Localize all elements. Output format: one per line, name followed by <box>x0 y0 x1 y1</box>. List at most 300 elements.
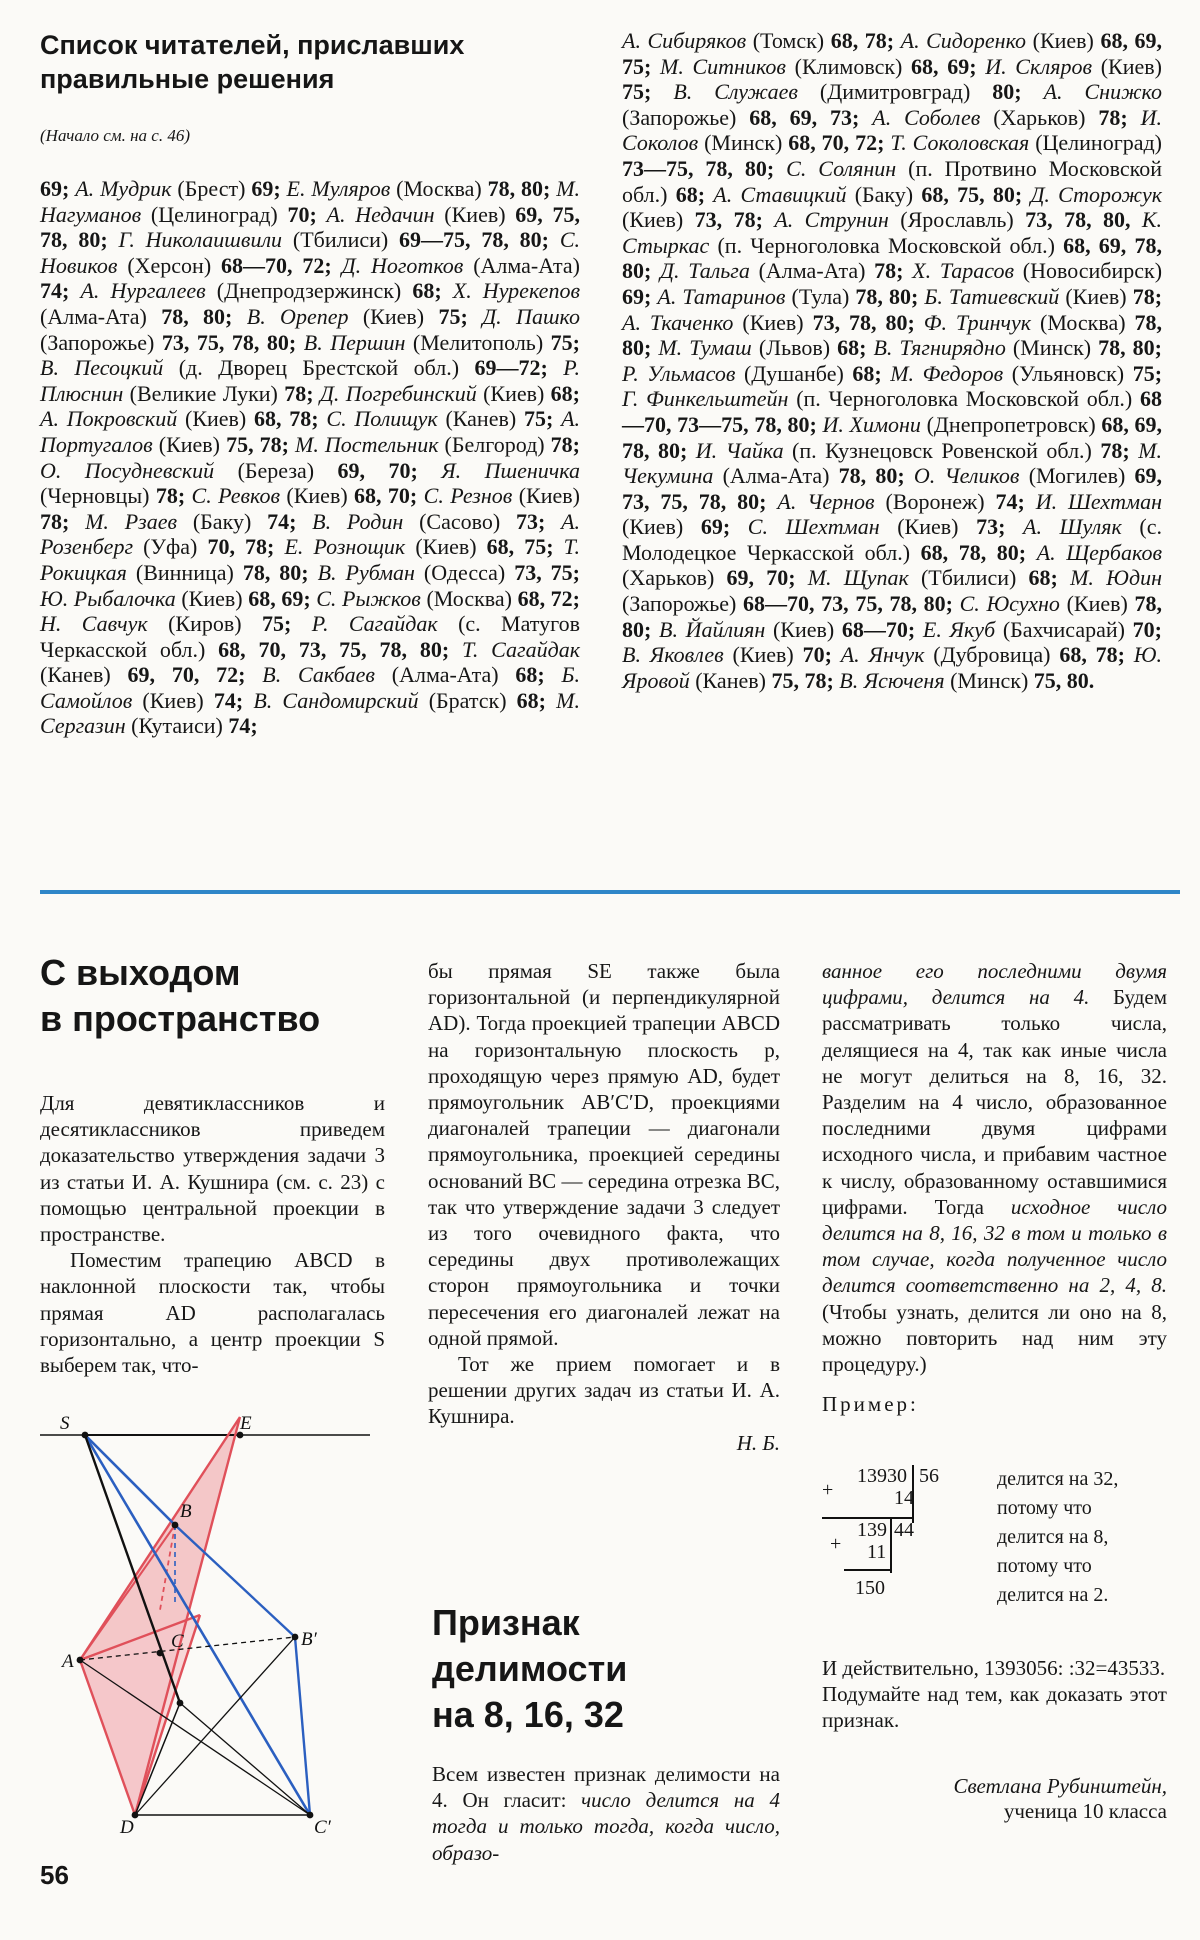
reader-problems: 78; <box>155 483 192 509</box>
reader-problems: 78, 80; <box>855 283 925 309</box>
reader-problems: 78, 80; <box>487 176 557 201</box>
reader-name: М. Тумаш <box>658 335 752 361</box>
reader-problems: 78; <box>874 258 913 284</box>
reader-city: (Киев) <box>152 431 227 457</box>
reader-city: (Уфа) <box>133 534 208 560</box>
calc-note: делится на 8, <box>997 1526 1109 1548</box>
reader-city: (Алма-Ата) <box>749 258 875 284</box>
reader-problems: 78, 80; <box>838 463 914 489</box>
reader-city: (Тбилиси) <box>282 227 400 253</box>
page-number: 56 <box>40 1860 69 1890</box>
reader-name: Б. Татиевский <box>924 283 1060 309</box>
reader-name: В. Орепер <box>246 303 349 329</box>
div-title <box>432 1600 772 1738</box>
reader-name: Х. Нурекепов <box>452 278 580 304</box>
reader-city: (Киев) <box>280 483 355 509</box>
reader-name: О. Посудневский <box>40 457 215 483</box>
reader-name: М. Щупак <box>807 565 909 591</box>
reader-problems: 73, 75; <box>514 559 581 585</box>
reader-city: (Климовск) <box>785 53 912 79</box>
reader-problems: 75; <box>261 611 312 637</box>
space-paragraph-4: Тот же прием помогает и в решении других задач из статьи И. А. Кушнира. <box>428 1352 780 1429</box>
reader-problems: 68, 78; <box>254 406 327 432</box>
reader-name: Е. Якуб <box>922 616 996 642</box>
reader-city: (п. Черноголовка Московской обл.) <box>788 386 1140 412</box>
reader-city: (Москва) <box>420 585 518 611</box>
reader-name: А. Сибиряков <box>622 28 747 53</box>
reader-city: (Киев) <box>723 642 803 668</box>
reader-problems: 75; <box>622 79 674 105</box>
reader-city: (Минск) <box>1005 335 1099 361</box>
reader-name: С. Солянин <box>786 155 897 181</box>
reader-name: Т. Соколовская <box>890 130 1030 156</box>
reader-name: Д. Тальга <box>660 258 750 284</box>
reader-problems: 68; <box>675 181 714 207</box>
space-title-line1: С выходом <box>40 952 241 993</box>
reader-problems: 68, 70; <box>354 483 424 509</box>
reader-city: (Мелитополь) <box>405 329 551 355</box>
reader-problems: 70, 78; <box>207 534 285 560</box>
space-text-col1 <box>40 1090 385 1378</box>
reader-city: (Москва) <box>390 176 488 201</box>
reader-city: (Киев) <box>476 380 551 406</box>
reader-name: А. Недачин <box>326 201 435 227</box>
reader-problems: 70; <box>1132 616 1162 642</box>
reader-problems: 80; <box>992 79 1044 105</box>
reader-city: (д. Дворец Брестской обл.) <box>163 355 475 381</box>
author-name: Светлана Рубинштейн, <box>953 1773 1167 1798</box>
example-calculation <box>822 1465 1172 1625</box>
space-text-col2 <box>428 958 780 1456</box>
label-Cprime: C′ <box>314 1817 331 1835</box>
reader-problems: 74; <box>228 713 258 739</box>
reader-name: Х. Тарасов <box>912 258 1015 284</box>
reader-city: (Киев) <box>1059 591 1135 617</box>
reader-city: (Днепропетровск) <box>920 411 1102 437</box>
reader-problems: 73; <box>515 508 562 534</box>
reader-name: Е. Рознощик <box>284 534 406 560</box>
reader-name: В. Служаев <box>673 79 798 105</box>
reader-problems: 69—75, 78, 80; <box>399 227 560 253</box>
label-C: C <box>171 1631 184 1652</box>
readers-title: Список читателей, приславших правильные решения <box>40 30 465 94</box>
reader-problems: 69; <box>251 176 287 201</box>
reader-name: М. Ситников <box>660 53 786 79</box>
reader-problems: 78; <box>1100 437 1139 463</box>
reader-city: (Киев) <box>512 483 580 509</box>
reader-problems: 69—72; <box>474 355 564 381</box>
reader-problems: 73, 75, 78, 80; <box>161 329 304 355</box>
reader-problems: 68; <box>852 360 891 386</box>
label-D: D <box>120 1817 134 1835</box>
calc-plus-1: + <box>822 1479 834 1501</box>
calc-notes <box>997 1465 1172 1610</box>
reader-name: Г. Николаишвили <box>118 227 283 253</box>
reader-city: (Днепродзержинск) <box>205 278 413 304</box>
reader-name: С. Рыжков <box>316 585 421 611</box>
reader-name: И. Химони <box>822 411 921 437</box>
reader-city: (Киев) <box>1092 53 1162 79</box>
div-rule-4: число делится на 4 тогда и только тогда, когда число, образо- <box>432 1788 780 1865</box>
reader-name: Е. Муляров <box>286 176 391 201</box>
reader-city: (Запорожье) <box>622 591 744 617</box>
reader-city: (Алма-Ата) <box>713 463 839 489</box>
reader-city: (Новосибирск) <box>1014 258 1163 284</box>
reader-city: (Баку) <box>177 508 268 534</box>
reader-problems: 73, 78, 80, <box>1025 207 1142 233</box>
reader-city: (Черновцы) <box>40 483 156 509</box>
reader-problems: 69, 75, 78, 80; <box>40 201 581 253</box>
reader-name: В. Родин <box>312 508 404 534</box>
reader-name: А. Ткаченко <box>622 309 734 335</box>
reader-name: М. Нагуманов <box>40 176 581 227</box>
reader-city: (Запорожье) <box>40 329 162 355</box>
reader-name: А. Ставицкий <box>713 181 847 207</box>
reader-city: (Минск) <box>944 667 1034 693</box>
reader-problems: 68; <box>516 687 557 713</box>
reader-city: (Могилев) <box>1019 463 1135 489</box>
reader-name: Д. Пашко <box>482 303 580 329</box>
reader-name: Г. Финкельштейн <box>622 386 789 412</box>
div-task: Подумайте над тем, как доказать этот признак. <box>822 1682 1167 1733</box>
reader-name: И. Соколов <box>622 104 1162 156</box>
reader-city: (Воронеж) <box>874 488 996 514</box>
reader-name: В. Сакбаев <box>262 662 375 688</box>
reader-name: К. Стыркас <box>622 207 1163 258</box>
reader-problems: 74; <box>267 508 313 534</box>
reader-problems: 75, 78; <box>226 431 296 457</box>
readers-note: (Начало см. на с. 46) <box>40 126 190 145</box>
reader-name: Д. Погребинский <box>319 380 477 406</box>
div-rule-4-end: ванное его последними двумя цифрами, делится на 4. <box>822 959 1167 1010</box>
reader-problems: 78; <box>1132 283 1163 309</box>
reader-name: В. Сандомирский <box>253 687 419 713</box>
reader-city: (Киев) <box>1026 28 1101 53</box>
reader-city: (Киев) <box>879 514 977 540</box>
reader-city: (Канев) <box>689 667 772 693</box>
reader-city: (Киев) <box>733 309 813 335</box>
calc-note: потому что <box>997 1555 1092 1577</box>
reader-name: Т. Рокицкая <box>40 534 581 585</box>
reader-name: Н. Савчук <box>40 611 148 637</box>
reader-city: (Киев) <box>405 534 487 560</box>
calc-add-2: 11 <box>867 1541 887 1563</box>
reader-problems: 68—70, 72; <box>221 252 342 278</box>
reader-city: (Целиноград) <box>1029 130 1162 156</box>
div-method: Будем рассматривать только числа, делящиеся на 4, так как иные числа не могут делиться на 8, 16, 32. Разделим на 4 число, образованное последними двумя цифрами исходного числа, и прибавим частное к числу, образованному оставшимися цифрами. Тогда <box>822 985 1168 1219</box>
space-paragraph-2: Поместим трапецию ABCD в наклонной плоскости так, чтобы прямая AD располагалась горизонтально, а центр проекции S выберем так, что- <box>40 1248 385 1378</box>
reader-name: М. Сергазин <box>40 687 580 739</box>
reader-name: А. Покровский <box>40 406 178 432</box>
div-text-col2 <box>822 958 1167 1417</box>
reader-city: (Димитровград) <box>797 79 993 105</box>
reader-name: А. Шуляк <box>1023 514 1122 540</box>
reader-problems: 69, 73, 75, 78, 80; <box>622 463 1163 514</box>
reader-city: (Кутаиси) <box>125 713 229 739</box>
reader-problems: 69, 70; <box>337 457 442 483</box>
reader-problems: 68, 69, 73; <box>749 104 873 130</box>
reader-city: (Херсон) <box>117 252 222 278</box>
example-label: Пример: <box>822 1392 919 1417</box>
reader-problems: 68, 75, 80; <box>921 181 1031 207</box>
reader-name: Ю. Рыбалочка <box>40 585 176 611</box>
reader-problems: 68; <box>550 380 580 406</box>
reader-problems: 78, 80; <box>1098 335 1162 361</box>
div-title-line1: Признак <box>432 1602 580 1643</box>
reader-problems: 68, 69; <box>248 585 317 611</box>
reader-problems: 78, 80; <box>622 591 1162 642</box>
reader-name: А. Янчук <box>840 642 925 668</box>
reader-problems: 78; <box>40 508 86 534</box>
reader-name: И. Шехтман <box>1035 488 1162 514</box>
reader-city: (Одесса) <box>414 559 515 585</box>
reader-name: Д. Сторожук <box>1030 181 1163 207</box>
div-check: И действительно, 1393056: :32=43533. <box>822 1656 1166 1680</box>
space-signature: Н. Б. <box>736 1430 780 1455</box>
reader-city: (Винница) <box>126 559 243 585</box>
reader-problems: 73—75, 78, 80; <box>622 155 787 181</box>
reader-problems: 68; <box>412 278 453 304</box>
reader-city: (Бахчисарай) <box>995 616 1133 642</box>
reader-city: (Львов) <box>751 335 838 361</box>
reader-name: Б. Самойлов <box>40 662 580 713</box>
figure-plane-fill <box>80 1417 240 1815</box>
reader-city: (Москва) <box>1031 309 1135 335</box>
reader-name: В. Тягнирядно <box>873 335 1006 361</box>
reader-city: (Минск) <box>698 130 789 156</box>
reader-city: (Береза) <box>214 457 338 483</box>
div-procedure: (Чтобы узнать, делится ли оно на 8, можно повторить над ним эту процедуру.) <box>822 1299 1167 1377</box>
reader-city: (Канев) <box>437 406 524 432</box>
reader-name: С. Резнов <box>423 483 513 509</box>
calc-result: 150 <box>855 1577 885 1599</box>
reader-problems: 68, 78; <box>1059 642 1134 668</box>
reader-name: А. Сидоренко <box>900 28 1027 53</box>
reader-name: Я. Пшеничка <box>441 457 580 483</box>
reader-problems: 68, 78; <box>830 28 901 53</box>
div-title-line3: на 8, 16, 32 <box>432 1694 624 1735</box>
reader-city: (п. Черноголовка Московской обл.) <box>709 232 1064 258</box>
reader-problems: 68, 69, 78, 80; <box>622 232 1163 284</box>
reader-city: (Алма-Ата) <box>463 252 581 278</box>
label-E: E <box>240 1415 252 1434</box>
reader-city: (Тбилиси) <box>908 565 1029 591</box>
reader-city: (Тула) <box>785 283 856 309</box>
reader-problems: 75; <box>550 329 580 355</box>
reader-name: В. Песоцкий <box>40 355 164 381</box>
reader-problems: 78, 80; <box>622 309 1162 361</box>
reader-city: (п. Кузнецовск Ровенской обл.) <box>783 437 1101 463</box>
reader-problems: 74; <box>213 687 254 713</box>
div-statement: исходное число делится на 8, 16, 32 в том и только в том случае, когда полученное число делится соответственно на 2, 4, 8. <box>822 1194 1167 1298</box>
reader-name: Т. Сагайдак <box>461 636 580 662</box>
reader-problems: 68—70, 73, 75, 78, 80; <box>743 591 960 617</box>
reader-problems: 73, 78; <box>694 207 775 233</box>
reader-name: Д. Ноготков <box>341 252 464 278</box>
div-text-col2-end <box>822 1655 1167 1824</box>
reader-name: В. Рубман <box>317 559 415 585</box>
reader-name: В. Ясюченя <box>839 667 945 693</box>
reader-name: С. Полищук <box>326 406 438 432</box>
reader-city: (Киев) <box>622 514 701 540</box>
calc-digits-2: 44 <box>894 1519 914 1541</box>
reader-city: (Баку) <box>846 181 922 207</box>
calc-digits-1: 56 <box>919 1465 939 1487</box>
label-B: B <box>180 1501 192 1522</box>
reader-name: М. Постельник <box>295 431 439 457</box>
reader-city: 69; <box>40 176 76 201</box>
calc-plus-2: + <box>830 1533 842 1555</box>
reader-problems: 78; <box>284 380 320 406</box>
reader-name: М. Федоров <box>890 360 1004 386</box>
label-Bprime: B′ <box>301 1629 317 1650</box>
reader-problems: 68, 75; <box>486 534 564 560</box>
reader-city: (Киев) <box>132 687 214 713</box>
reader-city: (Душанбе) <box>735 360 853 386</box>
reader-problems: 73, 78, 80; <box>812 309 924 335</box>
reader-name: А. Соболев <box>872 104 981 130</box>
reader-name: О. Челиков <box>913 463 1020 489</box>
reader-problems: 68, 72; <box>517 585 581 611</box>
reader-city: (Дубровица) <box>924 642 1060 668</box>
reader-name: М. Рзаев <box>85 508 178 534</box>
space-title-line2: в пространство <box>40 998 321 1039</box>
reader-city: (Сасово) <box>403 508 516 534</box>
reader-name: С. Новиков <box>40 227 581 278</box>
space-paragraph-1: Для девятиклассников и десятиклассников приведем доказательство утверждения задачи 3 из статьи И. А. Кушнира (см. с. 23) с помощью центральной проекции в пространстве. <box>40 1091 385 1247</box>
reader-city: (Киев) <box>1059 283 1133 309</box>
reader-city: (Киев) <box>765 616 842 642</box>
reader-problems: 68, 69; <box>911 53 986 79</box>
reader-name: В. Йайлиян <box>659 616 766 642</box>
reader-city: (п. Протвино Московской обл.) <box>622 155 1163 207</box>
reader-city: (Великие Луки) <box>123 380 285 406</box>
reader-city: (с. Матугов Черкасской обл.) <box>40 611 580 662</box>
reader-city: (Киров) <box>147 611 262 637</box>
reader-problems: 68, 69, 75; <box>622 28 1162 79</box>
readers-column-2 <box>622 28 1162 693</box>
calc-note: делится на 2. <box>997 1584 1109 1606</box>
reader-problems: 70; <box>802 642 841 668</box>
reader-name: А. Нургалеев <box>80 278 206 304</box>
section-divider <box>40 890 1180 894</box>
reader-problems: 68—70; <box>841 616 923 642</box>
reader-city: (Запорожье) <box>622 104 750 130</box>
label-A: A <box>62 1651 74 1672</box>
readers-header <box>40 28 580 146</box>
reader-city: (Алма-Ата) <box>374 662 516 688</box>
reader-problems: 68, 78, 80; <box>920 539 1037 565</box>
reader-name: А. Чернов <box>777 488 875 514</box>
div-text-col1 <box>432 1761 780 1866</box>
reader-name: С. Шехтман <box>747 514 880 540</box>
reader-problems: 78, 80; <box>242 559 318 585</box>
reader-city: (Ярославль) <box>888 207 1026 233</box>
reader-problems: 69; <box>700 514 748 540</box>
reader-city: (Канев) <box>40 662 128 688</box>
div-title-line2: делимости <box>432 1648 628 1689</box>
reader-name: С. Ревков <box>191 483 281 509</box>
reader-name: В. Першин <box>303 329 406 355</box>
reader-city: (Киев) <box>177 406 255 432</box>
reader-name: А. Струнин <box>774 207 889 233</box>
reader-name: А. Татаринов <box>657 283 786 309</box>
reader-name: Ф. Тринчук <box>923 309 1032 335</box>
reader-problems: 69; <box>622 283 658 309</box>
reader-problems: 70; <box>287 201 327 227</box>
reader-name: Р. Ульмасов <box>622 360 736 386</box>
trapezoid-projection-figure <box>40 1415 380 1835</box>
reader-problems: 78, 80; <box>161 303 247 329</box>
reader-problems: 68; <box>515 662 562 688</box>
reader-name: А. Португалов <box>40 406 581 457</box>
reader-problems: 74; <box>995 488 1036 514</box>
reader-name: А. Розенберг <box>40 508 581 560</box>
reader-problems: 78; <box>1098 104 1141 130</box>
reader-name: А. Мудрик <box>75 176 172 201</box>
readers-column-1 <box>40 176 580 739</box>
space-paragraph-3: бы прямая SE также была горизонтальной (и перпендикулярной AD). Тогда проекцией трапеции ABCD на горизонтальную плоскость p, проходящую через прямую AD, будет прямоугольник AB′C′D, проекциями диагоналей трапеции — диагонали прямоугольника, проекцией середины оснований BC — середина отрезка BC, так что утверждение задачи 3 следует из того очевидного факта, что середины двух противолежащих сторон прямоугольника и точки пересечения его диагоналей лежат на одной прямой. <box>428 959 780 1350</box>
reader-name: М. Юдин <box>1070 565 1162 591</box>
reader-problems: 68—70, 73—75, 78, 80; <box>622 386 1162 437</box>
reader-problems: 73; <box>976 514 1024 540</box>
calc-add-1: 14 <box>894 1487 914 1509</box>
reader-name: М. Чекумина <box>622 437 1163 489</box>
space-title <box>40 950 380 1042</box>
reader-name: Р. Сагайдак <box>311 611 438 637</box>
reader-city: (Целиноград) <box>141 201 288 227</box>
reader-problems: 75, 78; <box>771 667 840 693</box>
reader-name: В. Яковлев <box>622 642 724 668</box>
reader-city: (Киев) <box>348 303 439 329</box>
reader-problems: 68, 69, 78, 80; <box>622 411 1163 463</box>
reader-problems: 78; <box>550 431 580 457</box>
reader-name: Ю. Яровой <box>622 642 1163 693</box>
reader-name: С. Юсухно <box>959 591 1060 617</box>
reader-problems: 68, 70, 72; <box>788 130 891 156</box>
reader-city: (Киев) <box>622 207 695 233</box>
reader-problems: 75; <box>1132 360 1163 386</box>
reader-name: И. Скляров <box>985 53 1093 79</box>
reader-problems: 68; <box>1028 565 1071 591</box>
reader-city: (Киев) <box>434 201 516 227</box>
calc-num-2: 139 <box>857 1519 887 1541</box>
reader-name: Р. Плюснин <box>40 355 580 406</box>
reader-problems: 68; <box>837 335 874 361</box>
reader-problems: 68, 70, 73, 75, 78, 80; <box>218 636 462 662</box>
calc-note: делится на 32, <box>997 1468 1119 1490</box>
calc-note: потому что <box>997 1497 1092 1519</box>
reader-city: (Алма-Ата) <box>40 303 162 329</box>
reader-name: А. Щербаков <box>1036 539 1162 565</box>
reader-problems: 69, 70; <box>726 565 808 591</box>
reader-name: И. Чайка <box>695 437 784 463</box>
reader-problems: 74; <box>40 278 81 304</box>
reader-city: (Харьков) <box>622 565 727 591</box>
reader-city: (Харьков) <box>980 104 1099 130</box>
reader-problems: 69, 70, 72; <box>127 662 263 688</box>
reader-problems: 75; <box>523 406 562 432</box>
label-S: S <box>60 1415 70 1434</box>
reader-city: (Братск) <box>418 687 517 713</box>
calc-num-1: 13930 <box>857 1465 907 1487</box>
reader-city: (Брест) <box>171 176 252 201</box>
author-grade: ученица 10 класса <box>1003 1798 1167 1823</box>
reader-problems: 75; <box>438 303 483 329</box>
reader-city: (Томск) <box>746 28 831 53</box>
reader-problems: 75, 80. <box>1033 667 1095 693</box>
reader-city: (Ульяновск) <box>1003 360 1133 386</box>
